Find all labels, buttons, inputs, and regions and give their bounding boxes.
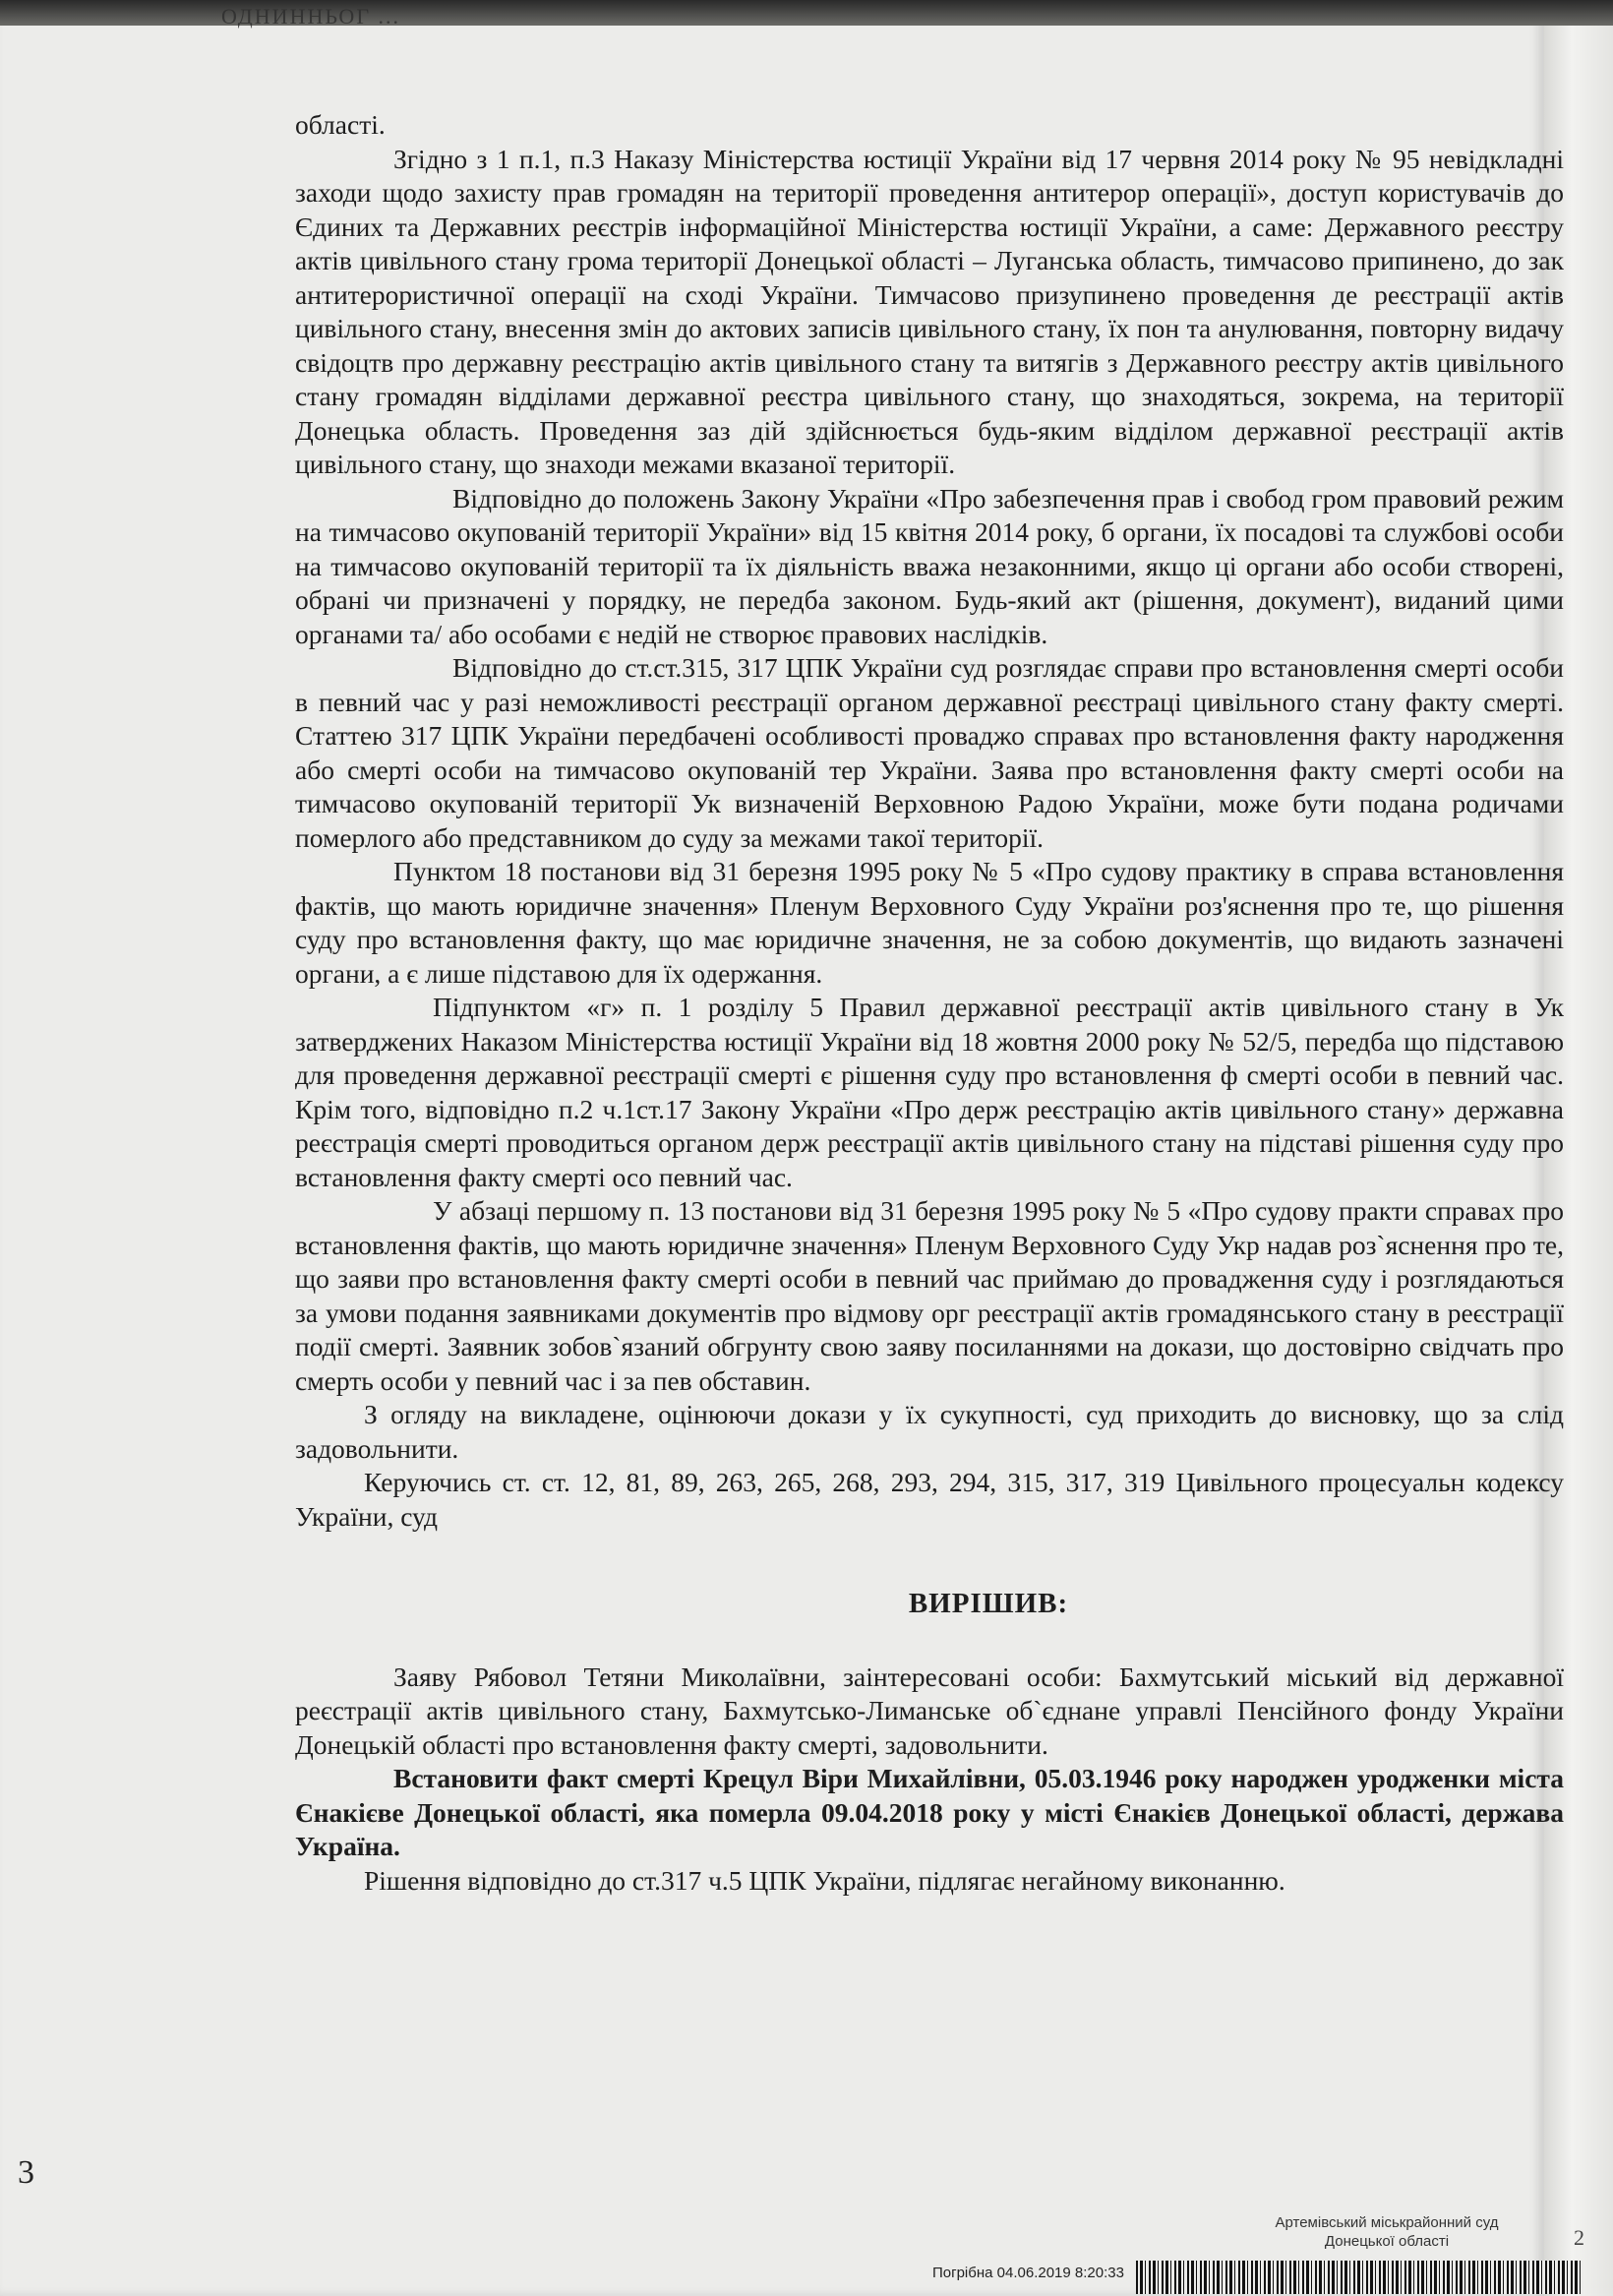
paragraph-3: Відповідно до ст.ст.315, 317 ЦПК України суд розглядає справи про встановлення смерті особи в певний час у разі неможливості реєстрації органом державної реєстраці цивільного стану факту смерті. Статтею 317 ЦПК України передбачені особливості проваджо справах про встановлення факту народження або смерті особи на тимчасово окупованій тер України. Заява про встановлення факту смерті особи на тимчасово окупованій території Ук визначеній Верховною Радою України, може бути подана родичами померлого або представником до суду за межами такої території.: [295, 652, 1564, 853]
decision-paragraph-2: Рішення відповідно до ст.317 ч.5 ЦПК України, підлягає негайному виконанню.: [364, 1864, 1285, 1896]
paragraph-2: Відповідно до положень Закону України «Про забезпечення прав і свобод гром правовий режим на тимчасово окупованій території України» від 15 квітня 2014 року, б органи, їх посадові та службові особи на тимчасово окупованій території та їх діяльність вважа незаконними, якщо ці органи або особи створені, обрані чи призначені у порядку, не передба законом. Будь-який акт (рішення, документ), виданий цими органами та/ або особами є недій не створює правових наслідків.: [295, 482, 1564, 649]
paragraph-5: Підпунктом «г» п. 1 розділу 5 Правил державної реєстрації актів цивільного стану в Ук затверджених Наказом Міністерства юстиції України від 18 жовтня 2000 року № 52/5, передба що підставою для проведення державної реєстрації смерті є рішення суду про встановлення ф смерті особи в певний час. Крім того, відповідно п.2 ч.1ст.17 Закону України «Про держ реєстрацію актів цивільного стану» державна реєстрація смерті проводиться органом держ реєстрації актів цивільного стану на підставі рішення суду про встановлення факту смерті осо певний час.: [295, 992, 1564, 1192]
court-stamp-line2: Донецької області: [1324, 2233, 1450, 2250]
paragraph-1: Згідно з 1 п.1, п.3 Наказу Міністерства юстиції України від 17 червня 2014 року № 95 невідкладні заходи щодо захисту прав громадян на території проведення антитерор операції», доступ користувачів до Єдиних та Державних реєстрів інформаційної Міністерства юстиції України, а саме: Державного реєстру актів цивільного стану грома території Донецької області – Луганська область, тимчасово припинено, до зак антитерористичної операції на сході України. Тимчасово призупинено проведення де реєстрації актів цивільного стану, внесення змін до актових записів цивільного стану, їх пон та анулювання, повторну видачу свідоцтв про державну реєстрацію актів цивільного стану та витягів з Державного реєстру актів цивільного стану громадян відділами державної реєстра цивільного стану, що знаходяться, зокрема, на території Донецька область. Проведення заз дій здійснюється будь-яким відділом державної реєстрації актів цивільного стану, що знаходи межами вказаної території.: [295, 143, 1564, 479]
paragraph-0: області.: [295, 109, 386, 140]
left-margin-mark: 3: [18, 2154, 34, 2191]
decision-paragraph-0: Заяву Рябовол Тетяни Миколаївни, заінтересовані особи: Бахмутський міський від державної реєстрації актів цивільного стану, Бахмутсько-Лиманське об`єднане управлі Пенсійного фонду України Донецькій області про встановлення факту смерті, задовольнити.: [295, 1661, 1564, 1760]
paragraph-7: З огляду на викладене, оцінюючи докази у їх сукупності, суд приходить до висновку, що за слід задовольнити.: [295, 1399, 1564, 1464]
corner-mark: 2: [1574, 2225, 1584, 2250]
paragraph-6: У абзаці першому п. 13 постанови від 31 березня 1995 року № 5 «Про судову практи справах про встановлення фактів, що мають юридичне значення» Пленум Верховного Суду Укр надав роз`яснення про те, що заяви про встановлення факту смерті особи в певний час приймаю до провадження суду і розглядаються за умови подання заявниками документів про відмову орг реєстрації актів громадянського стану в реєстрації події смерті. Заявник зобов`язаний обгрунту свою заяву посиланнями на докази, що достовірно свідчать про смерть особи у певний час і за пев обставин.: [295, 1195, 1564, 1396]
court-stamp-line1: Артемівський міськрайонний суд: [1275, 2214, 1499, 2231]
decision-paragraph-1: Встановити факт смерті Крецул Віри Михайлівни, 05.03.1946 року народжен уродженки міста Єнакієве Донецької області, яка померла 09.04.2018 року у місті Єнакієв Донецької області, держава Україна.: [295, 1763, 1564, 1861]
paragraph-4: Пунктом 18 постанови від 31 березня 1995 року № 5 «Про судову практику в справа встановлення фактів, що мають юридичне значення» Пленум Верховного Суду України роз'яснення про те, що рішення суду про встановлення факту, що має юридичне значення, не за собою документів, що видають зазначені органи, а є лише підставою для їх одержання.: [295, 856, 1564, 989]
court-stamp: [1234, 2213, 1539, 2251]
barcode: [1136, 2261, 1583, 2294]
document-body: [295, 108, 1564, 1898]
decision-heading: ВИРІШИВ:: [908, 1588, 1069, 1619]
received-timestamp: Погрібна 04.06.2019 8:20:33: [932, 2265, 1124, 2281]
paragraph-8: Керуючись ст. ст. 12, 81, 89, 263, 265, 268, 293, 294, 315, 317, 319 Цивільного процесуальн кодексу України, суд: [295, 1467, 1564, 1532]
cut-off-header-text: ОДНИННЬОГ ...: [221, 4, 401, 29]
